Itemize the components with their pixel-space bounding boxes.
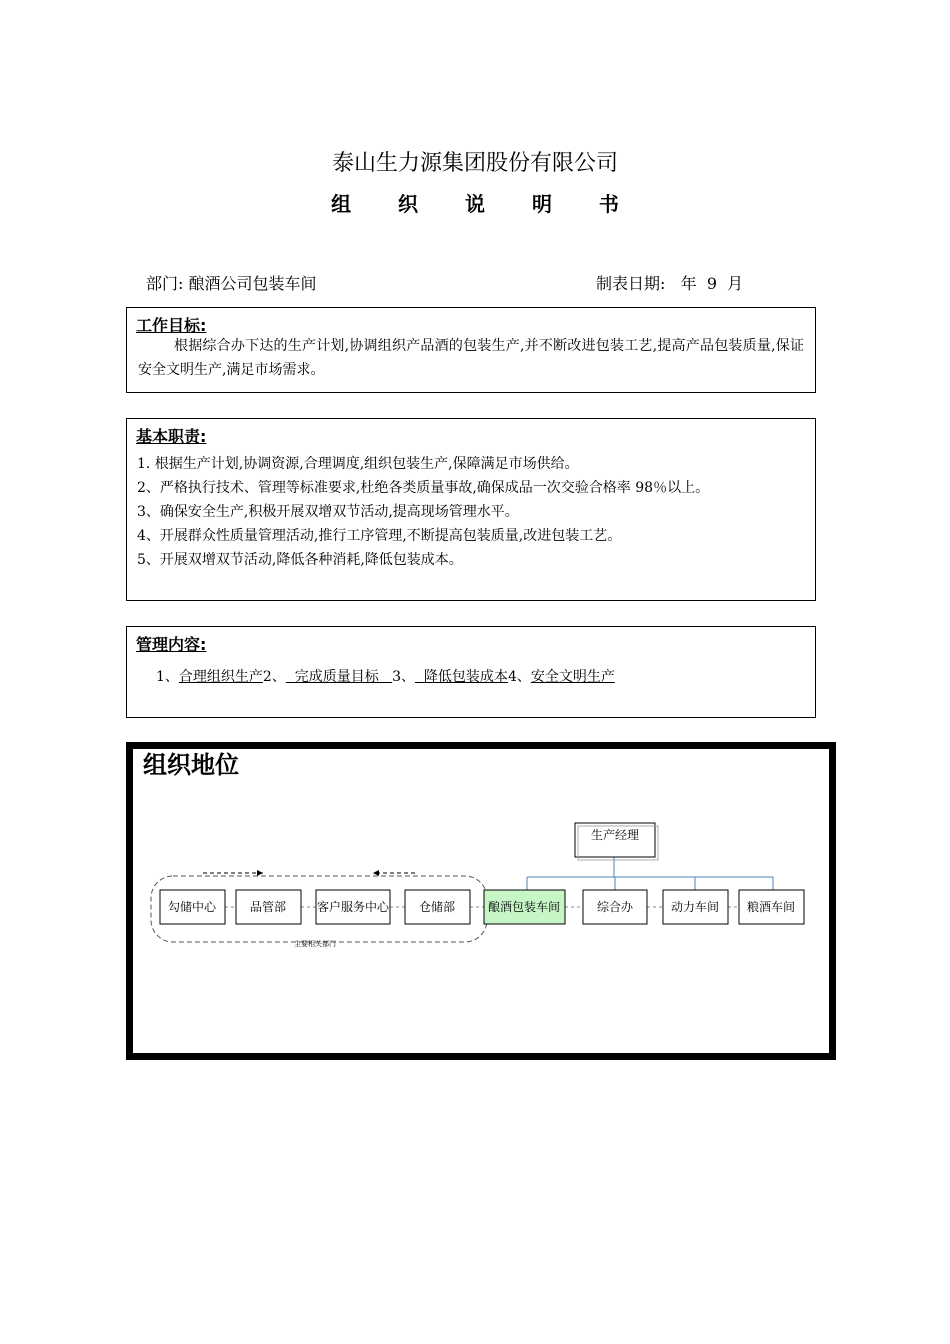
svg-text:客户服务中心: 客户服务中心 <box>316 900 390 914</box>
duty-list <box>137 452 802 572</box>
management-item: 降低包装成本 <box>415 669 508 685</box>
svg-text:粮酒车间: 粮酒车间 <box>746 900 796 914</box>
list-item: 1. 根据生产计划,协调资源,合理调度,组织包装生产,保障满足市场供给。 <box>137 456 579 472</box>
management-num: 4、 <box>507 669 531 685</box>
management-item: 完成质量目标 <box>285 669 393 685</box>
management-section <box>126 626 816 718</box>
management-num: 1、 <box>156 669 179 685</box>
org-node <box>583 890 647 924</box>
company-name: 泰山生力源集团股份有限公司 <box>331 151 618 176</box>
list-item: 3、确保安全生产,积极开展双增双节活动,提高现场管理水平。 <box>137 504 519 520</box>
svg-text:动力车间: 动力车间 <box>670 900 720 914</box>
date-label: 制表日期: 年 9 月 <box>596 274 744 293</box>
list-item: 4、开展群众性质量管理活动,推行工序管理,不断提高包装质量,改进包装工艺。 <box>137 528 622 544</box>
document-title: 组 织 说 明 书 <box>331 192 639 216</box>
org-node <box>160 890 225 924</box>
basic-duties-title: 基本职责: <box>136 427 207 446</box>
basic-duties-section <box>126 418 816 601</box>
org-position-title: 组织地位 <box>143 751 239 779</box>
svg-text:勾储中心: 勾储中心 <box>167 900 217 914</box>
work-goal-title: 工作目标: <box>136 316 207 335</box>
org-node <box>405 890 470 924</box>
svg-text:酿酒包装车间: 酿酒包装车间 <box>487 900 561 914</box>
management-items <box>156 665 615 689</box>
work-goal-text: 根据综合办下达的生产计划,协调组织产品酒的包装生产,并不断改进包装工艺,提高产品包装质量,保证安全文明生产,满足市场需求。 <box>138 338 804 378</box>
svg-text:仓储部: 仓储部 <box>418 900 456 914</box>
org-node <box>739 890 804 924</box>
org-chart <box>133 749 829 1053</box>
svg-text:品管部: 品管部 <box>249 900 287 914</box>
group-label: 主要相关部门 <box>294 940 336 948</box>
org-node <box>316 890 390 924</box>
svg-text:综合办: 综合办 <box>596 900 634 914</box>
org-node <box>236 890 301 924</box>
management-title: 管理内容: <box>136 635 207 654</box>
list-item: 2、严格执行技术、管理等标准要求,杜绝各类质量事故,确保成品一次交验合格率 98％以上。 <box>137 480 710 496</box>
management-num: 2、 <box>262 669 286 685</box>
org-node-label: 生产经理 <box>590 828 640 842</box>
management-item: 合理组织生产 <box>178 669 263 685</box>
management-num: 3、 <box>392 669 416 685</box>
management-item: 安全文明生产 <box>530 669 615 685</box>
org-node <box>663 890 728 924</box>
list-item: 5、开展双增双节活动,降低各种消耗,降低包装成本。 <box>137 552 463 568</box>
org-position-section <box>126 742 836 1060</box>
work-goal-section <box>126 307 816 393</box>
department-label: 部门: 酿酒公司包装车间 <box>146 274 317 293</box>
org-node-highlighted <box>484 890 565 924</box>
